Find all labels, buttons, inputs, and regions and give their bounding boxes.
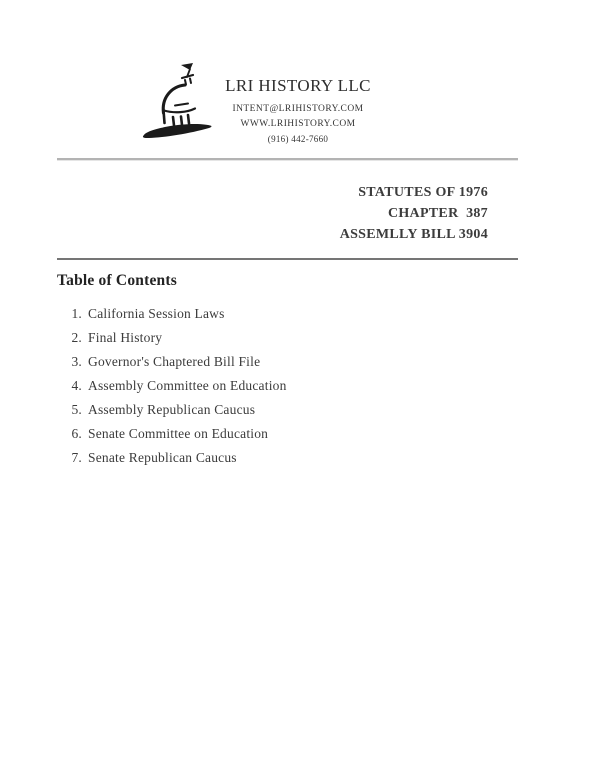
- toc-item: [71, 426, 287, 450]
- statutes-line: STATUTES OF 1976: [358, 185, 488, 200]
- toc-item: [71, 306, 287, 330]
- capitol-dome-sketch-icon: [138, 60, 218, 142]
- toc-item: [71, 354, 287, 378]
- toc-item-number: 4.: [71, 378, 82, 393]
- toc-item-label: Senate Committee on Education: [88, 426, 269, 441]
- company-name: LRI HISTORY LLC: [225, 76, 371, 95]
- toc-list: [71, 306, 287, 474]
- toc-item-number: 1.: [71, 306, 82, 321]
- toc-item-label: California Session Laws: [88, 306, 225, 321]
- toc-item-number: 7.: [71, 450, 82, 465]
- divider-bottom: [57, 258, 518, 260]
- company-phone: (916) 442-7660: [267, 134, 329, 144]
- letterhead: [219, 76, 377, 144]
- toc-item-label: Senate Republican Caucus: [88, 450, 237, 465]
- toc-item-label: Assembly Committee on Education: [88, 378, 287, 393]
- toc-item: [71, 402, 287, 426]
- toc-item-number: 5.: [71, 402, 82, 417]
- toc-item-label: Assembly Republican Caucus: [88, 402, 256, 417]
- toc-item: [71, 330, 287, 354]
- assembly-bill-line: ASSEMLLY BILL 3904: [339, 227, 488, 242]
- toc-title: Table of Contents: [57, 272, 177, 289]
- toc-item-number: 6.: [71, 426, 82, 441]
- divider-top: [57, 158, 518, 160]
- toc-item: [71, 378, 287, 402]
- chapter-line: CHAPTER 387: [387, 206, 488, 221]
- toc-item-label: Final History: [88, 330, 163, 345]
- company-email: INTENT@LRIHISTORY.COM: [232, 104, 364, 114]
- company-website: WWW.LRIHISTORY.COM: [240, 119, 356, 129]
- toc-item: [71, 450, 287, 474]
- toc-item-number: 3.: [71, 354, 82, 369]
- toc-item-label: Governor's Chaptered Bill File: [88, 354, 261, 369]
- case-reference-block: [57, 182, 488, 245]
- toc-item-number: 2.: [71, 330, 82, 345]
